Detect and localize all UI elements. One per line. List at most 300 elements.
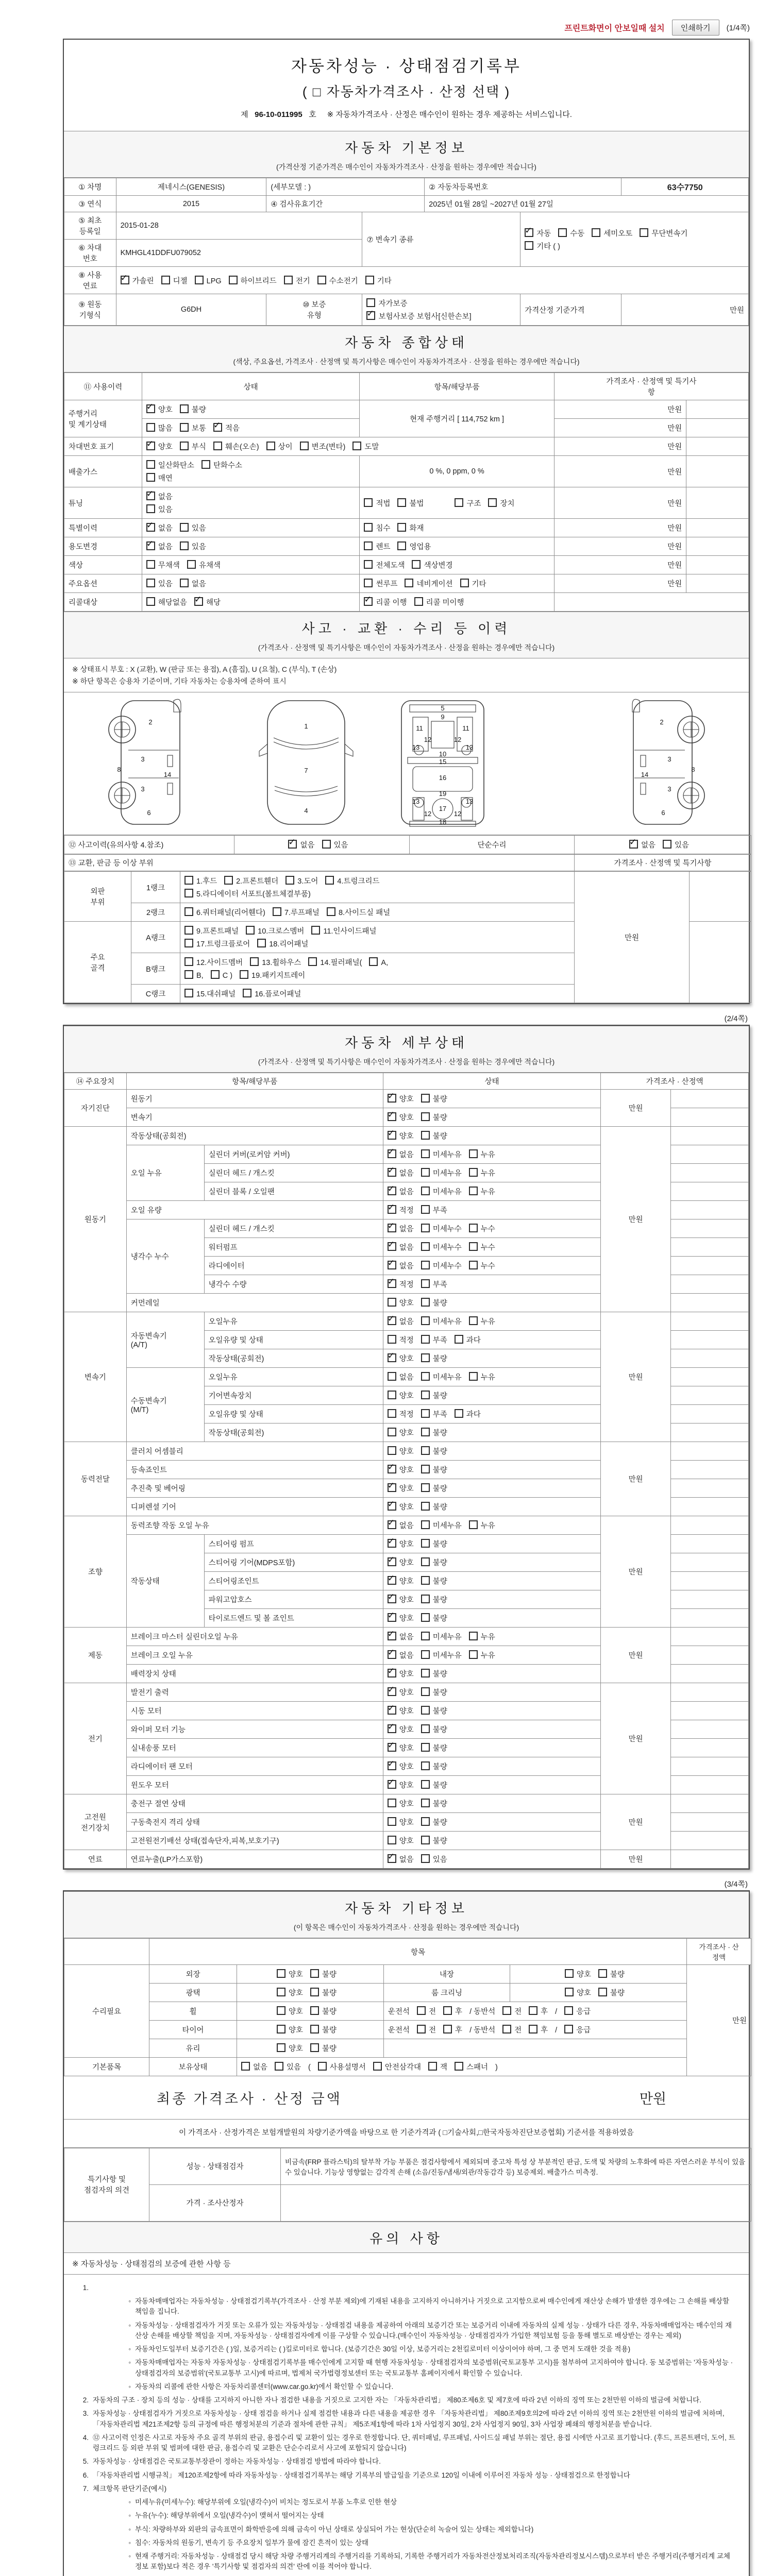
checkbox-checked-icon[interactable]: [388, 1205, 396, 1214]
checkbox-icon[interactable]: [421, 1131, 430, 1140]
checkbox-item[interactable]: [184, 925, 239, 936]
checkbox-item[interactable]: [285, 875, 318, 886]
checkbox-item[interactable]: [469, 1371, 495, 1382]
checkbox-checked-icon[interactable]: [388, 1261, 396, 1269]
checkbox-icon[interactable]: [213, 442, 222, 450]
checkbox-item[interactable]: [421, 1668, 447, 1679]
checkbox-icon[interactable]: [421, 1613, 430, 1622]
checkbox-item[interactable]: [213, 441, 259, 452]
checkbox-icon[interactable]: [417, 2006, 426, 2015]
checkbox-icon[interactable]: [184, 926, 193, 935]
checkbox-item[interactable]: [180, 522, 206, 533]
checkbox-item[interactable]: [421, 1446, 447, 1456]
checkbox-checked-icon[interactable]: [388, 1353, 396, 1362]
checkbox-item[interactable]: [318, 2061, 366, 2072]
checkbox-checked-icon[interactable]: [629, 840, 638, 849]
checkbox-icon[interactable]: [146, 473, 155, 482]
checkbox-checked-icon[interactable]: [388, 1187, 396, 1195]
checkbox-checked-icon[interactable]: [388, 1557, 396, 1566]
checkbox-item[interactable]: [405, 578, 452, 589]
checkbox-icon[interactable]: [455, 498, 463, 507]
checkbox-item[interactable]: [421, 1149, 462, 1160]
checkbox-item[interactable]: [388, 1557, 414, 1568]
checkbox-item[interactable]: [184, 957, 243, 968]
checkbox-icon[interactable]: [421, 1428, 430, 1436]
checkbox-icon[interactable]: [421, 1780, 430, 1789]
checkbox-item[interactable]: [421, 1705, 447, 1716]
checkbox-icon[interactable]: [369, 957, 378, 966]
checkbox-checked-icon[interactable]: [388, 1483, 396, 1492]
checkbox-item[interactable]: [421, 1538, 447, 1549]
checkbox-icon[interactable]: [146, 597, 155, 606]
checkbox-icon[interactable]: [598, 1988, 607, 1996]
checkbox-item[interactable]: [161, 275, 188, 286]
checkbox-icon[interactable]: [421, 1743, 430, 1752]
checkbox-item[interactable]: [277, 1987, 303, 1998]
checkbox-icon[interactable]: [469, 1372, 478, 1381]
checkbox-item[interactable]: [277, 2024, 303, 2035]
checkbox-item[interactable]: [352, 441, 379, 452]
checkbox-icon[interactable]: [421, 1353, 430, 1362]
checkbox-icon[interactable]: [417, 2025, 426, 2033]
checkbox-icon[interactable]: [250, 957, 259, 966]
checkbox-icon[interactable]: [455, 1335, 463, 1344]
checkbox-item[interactable]: [146, 504, 173, 515]
checkbox-item[interactable]: [397, 522, 424, 533]
checkbox-checked-icon[interactable]: [388, 1669, 396, 1677]
checkbox-item[interactable]: [421, 1409, 447, 1419]
checkbox-item[interactable]: [397, 541, 431, 552]
checkbox-icon[interactable]: [229, 276, 238, 284]
checkbox-item[interactable]: [469, 1167, 495, 1178]
checkbox-icon[interactable]: [146, 460, 155, 469]
checkbox-item[interactable]: [364, 597, 407, 607]
checkbox-item[interactable]: [310, 2024, 337, 2035]
checkbox-item[interactable]: [388, 1817, 414, 1827]
checkbox-item[interactable]: [373, 2061, 421, 2072]
checkbox-icon[interactable]: [421, 1224, 430, 1232]
checkbox-icon[interactable]: [663, 840, 671, 849]
checkbox-item[interactable]: [421, 1761, 447, 1772]
checkbox-icon[interactable]: [421, 1817, 430, 1826]
checkbox-item[interactable]: [364, 560, 405, 570]
checkbox-icon[interactable]: [388, 1446, 396, 1455]
checkbox-item[interactable]: [388, 1353, 414, 1364]
checkbox-item[interactable]: [469, 1316, 495, 1327]
checkbox-icon[interactable]: [565, 1969, 574, 1978]
checkbox-checked-icon[interactable]: [388, 1168, 396, 1177]
checkbox-item[interactable]: [629, 839, 656, 850]
checkbox-checked-icon[interactable]: [288, 840, 297, 849]
checkbox-checked-icon[interactable]: [388, 1094, 396, 1103]
checkbox-checked-icon[interactable]: [366, 311, 375, 320]
checkbox-checked-icon[interactable]: [388, 1761, 396, 1770]
checkbox-icon[interactable]: [277, 1988, 285, 1996]
checkbox-item[interactable]: [421, 1520, 462, 1531]
checkbox-icon[interactable]: [421, 1335, 430, 1344]
checkbox-item[interactable]: [469, 1223, 495, 1234]
checkbox-icon[interactable]: [211, 970, 220, 979]
checkbox-item[interactable]: [421, 1650, 462, 1660]
checkbox-item[interactable]: [364, 522, 390, 533]
checkbox-icon[interactable]: [388, 1372, 396, 1381]
checkbox-icon[interactable]: [187, 560, 196, 569]
checkbox-icon[interactable]: [488, 498, 497, 507]
checkbox-checked-icon[interactable]: [388, 1539, 396, 1548]
checkbox-item[interactable]: [284, 275, 310, 286]
checkbox-checked-icon[interactable]: [146, 442, 155, 450]
checkbox-icon[interactable]: [266, 442, 275, 450]
checkbox-item[interactable]: [246, 925, 304, 936]
checkbox-item[interactable]: [592, 228, 632, 239]
checkbox-item[interactable]: [310, 1987, 337, 1998]
checkbox-item[interactable]: [640, 228, 687, 239]
checkbox-item[interactable]: [146, 460, 194, 470]
checkbox-checked-icon[interactable]: [388, 1520, 396, 1529]
checkbox-icon[interactable]: [241, 2062, 250, 2071]
checkbox-item[interactable]: [325, 875, 379, 886]
checkbox-icon[interactable]: [277, 2006, 285, 2015]
checkbox-item[interactable]: [421, 1613, 447, 1623]
checkbox-checked-icon[interactable]: [388, 1743, 396, 1752]
checkbox-icon[interactable]: [364, 541, 373, 550]
checkbox-icon[interactable]: [373, 2062, 382, 2071]
checkbox-item[interactable]: [469, 1242, 495, 1252]
checkbox-icon[interactable]: [246, 926, 255, 935]
checkbox-item[interactable]: [469, 1186, 495, 1197]
checkbox-icon[interactable]: [352, 442, 361, 450]
checkbox-item[interactable]: [421, 1501, 447, 1512]
checkbox-item[interactable]: [388, 1650, 414, 1660]
checkbox-item[interactable]: [257, 938, 308, 949]
checkbox-item[interactable]: [469, 1149, 495, 1160]
checkbox-item[interactable]: [308, 957, 362, 968]
checkbox-item[interactable]: [502, 2006, 522, 2016]
checkbox-item[interactable]: [388, 1260, 414, 1271]
checkbox-icon[interactable]: [180, 404, 189, 413]
checkbox-icon[interactable]: [502, 2025, 511, 2033]
checkbox-checked-icon[interactable]: [388, 1613, 396, 1622]
checkbox-item[interactable]: [388, 1687, 414, 1698]
checkbox-icon[interactable]: [414, 597, 423, 606]
checkbox-checked-icon[interactable]: [388, 1465, 396, 1473]
checkbox-icon[interactable]: [529, 2006, 537, 2015]
checkbox-item[interactable]: [421, 1557, 447, 1568]
checkbox-icon[interactable]: [311, 926, 320, 935]
checkbox-icon[interactable]: [421, 1372, 430, 1381]
checkbox-item[interactable]: [310, 1969, 337, 1979]
checkbox-icon[interactable]: [421, 1242, 430, 1251]
checkbox-icon[interactable]: [469, 1242, 478, 1251]
checkbox-icon[interactable]: [364, 523, 373, 532]
checkbox-checked-icon[interactable]: [388, 1854, 396, 1863]
checkbox-icon[interactable]: [421, 1632, 430, 1640]
checkbox-checked-icon[interactable]: [146, 523, 155, 532]
checkbox-item[interactable]: [388, 1501, 414, 1512]
checkbox-icon[interactable]: [421, 1576, 430, 1585]
checkbox-item[interactable]: [421, 1279, 447, 1290]
checkbox-item[interactable]: [525, 228, 551, 239]
checkbox-item[interactable]: [469, 1260, 495, 1271]
checkbox-icon[interactable]: [469, 1261, 478, 1269]
checkbox-icon[interactable]: [469, 1650, 478, 1659]
checkbox-item[interactable]: [388, 1798, 414, 1809]
checkbox-item[interactable]: [273, 907, 320, 918]
checkbox-checked-icon[interactable]: [388, 1224, 396, 1232]
checkbox-icon[interactable]: [421, 1483, 430, 1492]
checkbox-icon[interactable]: [469, 1168, 478, 1177]
checkbox-icon[interactable]: [224, 876, 233, 885]
checkbox-icon[interactable]: [161, 276, 170, 284]
checkbox-item[interactable]: [388, 1223, 414, 1234]
checkbox-icon[interactable]: [525, 241, 533, 250]
checkbox-item[interactable]: [388, 1371, 414, 1382]
checkbox-item[interactable]: [195, 276, 222, 285]
checkbox-icon[interactable]: [421, 1465, 430, 1473]
checkbox-item[interactable]: [146, 422, 173, 433]
checkbox-item[interactable]: [598, 1969, 625, 1979]
checkbox-icon[interactable]: [388, 1335, 396, 1344]
checkbox-item[interactable]: [388, 1390, 414, 1401]
checkbox-item[interactable]: [421, 1594, 447, 1605]
checkbox-icon[interactable]: [469, 1224, 478, 1232]
checkbox-item[interactable]: [421, 1093, 447, 1104]
checkbox-item[interactable]: [229, 275, 277, 286]
checkbox-icon[interactable]: [421, 1724, 430, 1733]
checkbox-checked-icon[interactable]: [388, 1316, 396, 1325]
checkbox-icon[interactable]: [455, 1409, 463, 1418]
checkbox-icon[interactable]: [421, 1836, 430, 1844]
checkbox-item[interactable]: [488, 498, 514, 509]
checkbox-item[interactable]: [388, 1668, 414, 1679]
checkbox-item[interactable]: [421, 1316, 462, 1327]
checkbox-icon[interactable]: [598, 1969, 607, 1978]
checkbox-icon[interactable]: [469, 1520, 478, 1529]
checkbox-item[interactable]: [421, 1780, 447, 1790]
checkbox-icon[interactable]: [405, 579, 413, 587]
checkbox-checked-icon[interactable]: [121, 276, 129, 284]
checkbox-item[interactable]: [146, 522, 173, 533]
checkbox-checked-icon[interactable]: [388, 1724, 396, 1733]
checkbox-item[interactable]: [211, 970, 232, 980]
checkbox-icon[interactable]: [640, 228, 648, 237]
checkbox-item[interactable]: [388, 1594, 414, 1605]
checkbox-icon[interactable]: [388, 1799, 396, 1807]
checkbox-checked-icon[interactable]: [388, 1687, 396, 1696]
checkbox-icon[interactable]: [366, 298, 375, 307]
checkbox-icon[interactable]: [421, 1112, 430, 1121]
checkbox-checked-icon[interactable]: [194, 597, 203, 606]
checkbox-checked-icon[interactable]: [146, 404, 155, 413]
checkbox-item[interactable]: [455, 498, 481, 509]
checkbox-item[interactable]: [277, 2006, 303, 2016]
checkbox-item[interactable]: [428, 2061, 447, 2072]
checkbox-icon[interactable]: [388, 1817, 396, 1826]
checkbox-item[interactable]: [388, 1520, 414, 1531]
checkbox-item[interactable]: [388, 1297, 414, 1308]
checkbox-item[interactable]: [388, 1446, 414, 1456]
checkbox-item[interactable]: [564, 2024, 591, 2035]
checkbox-item[interactable]: [421, 1242, 462, 1252]
checkbox-checked-icon[interactable]: [388, 1780, 396, 1789]
checkbox-item[interactable]: [388, 1167, 414, 1178]
checkbox-item[interactable]: [180, 541, 206, 552]
checkbox-item[interactable]: [300, 441, 346, 452]
checkbox-icon[interactable]: [284, 276, 293, 284]
checkbox-icon[interactable]: [564, 2006, 573, 2015]
checkbox-item[interactable]: [417, 2006, 436, 2016]
checkbox-icon[interactable]: [443, 2006, 452, 2015]
checkbox-item[interactable]: [417, 2024, 436, 2035]
checkbox-item[interactable]: [502, 2024, 522, 2035]
checkbox-item[interactable]: [388, 1149, 414, 1160]
checkbox-item[interactable]: [201, 460, 242, 470]
checkbox-item[interactable]: [469, 1650, 495, 1660]
checkbox-icon[interactable]: [240, 970, 248, 979]
checkbox-item[interactable]: [277, 2043, 303, 2054]
checkbox-icon[interactable]: [421, 1149, 430, 1158]
checkbox-icon[interactable]: [257, 939, 266, 947]
checkbox-checked-icon[interactable]: [388, 1706, 396, 1715]
checkbox-item[interactable]: [213, 422, 240, 433]
checkbox-icon[interactable]: [421, 1094, 430, 1103]
checkbox-item[interactable]: [388, 1575, 414, 1586]
checkbox-item[interactable]: [414, 597, 464, 607]
checkbox-icon[interactable]: [201, 460, 210, 469]
checkbox-item[interactable]: [364, 498, 390, 509]
checkbox-icon[interactable]: [421, 1706, 430, 1715]
checkbox-checked-icon[interactable]: [388, 1502, 396, 1511]
checkbox-item[interactable]: [421, 1724, 447, 1735]
checkbox-item[interactable]: [241, 2061, 267, 2072]
checkbox-item[interactable]: [146, 597, 187, 607]
checkbox-icon[interactable]: [146, 560, 155, 569]
checkbox-item[interactable]: [388, 1464, 414, 1475]
checkbox-item[interactable]: [443, 2006, 462, 2016]
checkbox-icon[interactable]: [469, 1187, 478, 1195]
checkbox-item[interactable]: [388, 1409, 414, 1419]
checkbox-item[interactable]: [388, 1854, 414, 1865]
checkbox-item[interactable]: [388, 1186, 414, 1197]
checkbox-item[interactable]: [421, 1130, 447, 1141]
checkbox-checked-icon[interactable]: [388, 1242, 396, 1251]
checkbox-checked-icon[interactable]: [388, 1650, 396, 1659]
checkbox-item[interactable]: [412, 560, 452, 570]
checkbox-item[interactable]: [421, 1186, 462, 1197]
checkbox-icon[interactable]: [180, 579, 189, 587]
checkbox-item[interactable]: [317, 275, 358, 286]
checkbox-icon[interactable]: [310, 2006, 319, 2015]
checkbox-icon[interactable]: [364, 579, 373, 587]
checkbox-icon[interactable]: [421, 1261, 430, 1269]
checkbox-icon[interactable]: [421, 1316, 430, 1325]
checkbox-item[interactable]: [455, 1334, 481, 1345]
checkbox-icon[interactable]: [364, 560, 373, 569]
checkbox-icon[interactable]: [421, 1799, 430, 1807]
checkbox-icon[interactable]: [310, 2025, 319, 2033]
checkbox-item[interactable]: [322, 839, 348, 850]
checkbox-icon[interactable]: [564, 2025, 573, 2033]
checkbox-checked-icon[interactable]: [388, 1112, 396, 1121]
checkbox-item[interactable]: [366, 298, 407, 309]
checkbox-item[interactable]: [388, 1724, 414, 1735]
checkbox-icon[interactable]: [460, 579, 469, 587]
checkbox-item[interactable]: [469, 1631, 495, 1642]
checkbox-icon[interactable]: [277, 2025, 285, 2033]
checkbox-item[interactable]: [397, 498, 424, 509]
print-button[interactable]: 인쇄하기: [672, 20, 719, 36]
checkbox-item[interactable]: [421, 1835, 447, 1846]
checkbox-item[interactable]: [388, 1835, 414, 1846]
checkbox-icon[interactable]: [285, 876, 294, 885]
checkbox-icon[interactable]: [180, 523, 189, 532]
checkbox-item[interactable]: [146, 491, 173, 502]
checkbox-icon[interactable]: [388, 1836, 396, 1844]
checkbox-item[interactable]: [146, 560, 180, 570]
checkbox-item[interactable]: [443, 2024, 462, 2035]
checkbox-checked-icon[interactable]: [146, 541, 155, 550]
checkbox-item[interactable]: [529, 2006, 548, 2016]
checkbox-checked-icon[interactable]: [388, 1595, 396, 1603]
checkbox-item[interactable]: [529, 2024, 548, 2035]
checkbox-icon[interactable]: [421, 1502, 430, 1511]
checkbox-icon[interactable]: [502, 2006, 511, 2015]
checkbox-icon[interactable]: [421, 1187, 430, 1195]
checkbox-icon[interactable]: [327, 907, 335, 916]
checkbox-item[interactable]: [311, 925, 376, 936]
checkbox-icon[interactable]: [421, 1168, 430, 1177]
checkbox-icon[interactable]: [180, 423, 189, 432]
checkbox-icon[interactable]: [180, 442, 189, 450]
checkbox-item[interactable]: [421, 1223, 462, 1234]
checkbox-item[interactable]: [421, 1371, 462, 1382]
checkbox-icon[interactable]: [421, 1761, 430, 1770]
checkbox-item[interactable]: [275, 2061, 301, 2072]
checkbox-item[interactable]: [421, 1112, 447, 1123]
checkbox-item[interactable]: [184, 875, 217, 886]
checkbox-checked-icon[interactable]: [213, 423, 222, 432]
checkbox-checked-icon[interactable]: [525, 228, 533, 237]
checkbox-icon[interactable]: [184, 939, 193, 947]
checkbox-icon[interactable]: [428, 2062, 437, 2071]
checkbox-item[interactable]: [388, 1780, 414, 1790]
checkbox-item[interactable]: [310, 2006, 337, 2016]
checkbox-item[interactable]: [364, 578, 397, 589]
checkbox-icon[interactable]: [421, 1205, 430, 1214]
checkbox-checked-icon[interactable]: [388, 1131, 396, 1140]
checkbox-icon[interactable]: [195, 276, 204, 284]
checkbox-icon[interactable]: [421, 1595, 430, 1603]
checkbox-icon[interactable]: [146, 423, 155, 432]
checkbox-icon[interactable]: [184, 907, 193, 916]
checkbox-icon[interactable]: [310, 1988, 319, 1996]
checkbox-item[interactable]: [388, 1613, 414, 1623]
checkbox-item[interactable]: [388, 1761, 414, 1772]
checkbox-item[interactable]: [388, 1316, 414, 1327]
checkbox-icon[interactable]: [310, 2043, 319, 2052]
checkbox-checked-icon[interactable]: [364, 597, 373, 606]
checkbox-item[interactable]: [146, 441, 173, 452]
checkbox-item[interactable]: [564, 2006, 591, 2016]
checkbox-item[interactable]: [455, 2061, 488, 2072]
checkbox-icon[interactable]: [443, 2025, 452, 2033]
checkbox-checked-icon[interactable]: [388, 1279, 396, 1288]
checkbox-item[interactable]: [388, 1538, 414, 1549]
checkbox-item[interactable]: [421, 1687, 447, 1698]
checkbox-icon[interactable]: [421, 1854, 430, 1863]
checkbox-item[interactable]: [180, 441, 206, 452]
checkbox-item[interactable]: [388, 1093, 414, 1104]
